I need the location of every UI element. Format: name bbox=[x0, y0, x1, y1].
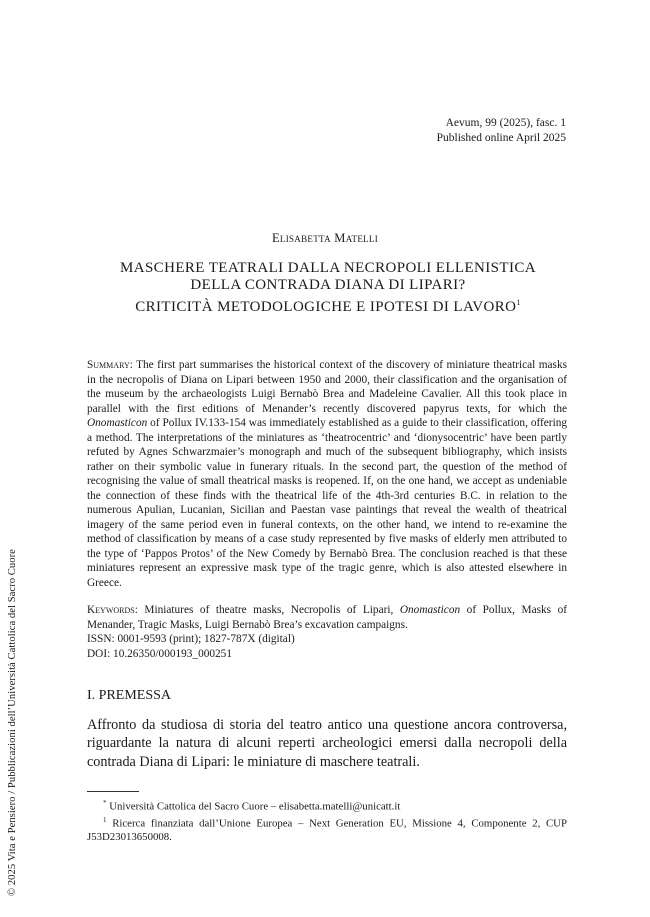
keywords-text-1: Miniatures of theatre masks, Necropolis of Lipari, bbox=[137, 604, 400, 616]
doi: DOI: 10.26350/000193_000251 bbox=[87, 647, 232, 660]
title-line-3-text: CRITICITÀ METODOLOGICHE E IPOTESI DI LAVORO bbox=[135, 299, 517, 315]
keywords-italic-onomasticon: Onomasticon bbox=[399, 604, 461, 616]
footnote-1-text: Ricerca finanziata dall’Unione Europea – Next Generation EU, Missione 4, Componente 2, CUP J53D23013650008. bbox=[87, 817, 567, 844]
section-body: Affronto da studiosa di storia del teatro antico una questione ancora controversa, riguardante la natura di alcuni reperti archeologici emersi dalla necropoli della contrada Diana di Lipari: le miniature di maschere teatrali. bbox=[87, 717, 567, 770]
keywords-label: Keywords: bbox=[87, 604, 138, 616]
identifiers bbox=[87, 632, 295, 661]
footnote-author-mark: * bbox=[103, 799, 107, 807]
title-line-3 bbox=[90, 294, 566, 316]
publication-date: Published online April 2025 bbox=[436, 132, 566, 144]
author-name: Elisabetta Matelli bbox=[271, 231, 379, 245]
title-line-1: MASCHERE TEATRALI DALLA NECROPOLI ELLENISTICA bbox=[119, 260, 537, 276]
summary-abstract bbox=[87, 358, 567, 590]
journal-citation: Aevum, 99 (2025), fasc. 1 bbox=[445, 117, 566, 129]
side-copyright: © 2025 Vita e Pensiero / Pubblicazioni dell’Università Cattolica del Sacro Cuore bbox=[7, 549, 18, 896]
keywords bbox=[87, 603, 567, 632]
article-title bbox=[90, 260, 566, 316]
footnote-1 bbox=[87, 814, 567, 845]
title-line-2: DELLA CONTRADA DIANA DI LIPARI? bbox=[190, 277, 466, 293]
summary-label: Summary: bbox=[87, 359, 133, 371]
footnote-divider bbox=[87, 791, 139, 792]
section-heading: I. PREMESSA bbox=[87, 688, 172, 703]
keywords-text-2: of Pollux, Masks of Menander, Tragic Masks, Luigi Bernabò Brea’s excavation campaigns. bbox=[87, 604, 567, 631]
journal-info bbox=[437, 116, 566, 146]
footnotes bbox=[87, 797, 567, 845]
footnote-author bbox=[87, 797, 567, 814]
footnote-1-mark: 1 bbox=[103, 816, 107, 825]
summary-italic-onomasticon: Onomasticon bbox=[87, 417, 148, 429]
footnote-author-text: Università Cattolica del Sacro Cuore – elisabetta.matelli@unicatt.it bbox=[106, 800, 401, 813]
issn: ISSN: 0001-9593 (print); 1827-787X (digital) bbox=[87, 633, 295, 645]
summary-text-2: of Pollux IV.133-154 was immediately established as a guide to their classification, offering a method. The interpretations of the miniatures as ‘theatrocentric’ and ‘dionysocentric’ have been partly refuted by Agnes Schwarzmaier’s monograph and much of the subsequent bibliography, which insists rather on their symbolic value in funerary rituals. In the second part, the question of the method of recognising the value of small theatrical masks is reopened. If, on the one hand, we accept as undeniable the connection of these finds with the theatrical life of the 4th-3rd centuries B.C. in relation to the numerous Apulian, Lucanian, Sicilian and Paestan vase paintings that reveal the wealth of theatrical imagery of the same period even in funeral contexts, on the other hand, we intend to re-examine the method of classification by means of a case study represented by five masks of elderly men attributed to the type of ‘Pappos Protos’ of the New Comedy by Bernabò Brea. The conclusion reached is that these miniatures represent an expressive mask type of the tragic genre, which is also attested elsewhere in Greece. bbox=[87, 417, 567, 589]
summary-text-1: The first part summarises the historical context of the discovery of miniature theatrical masks in the necropolis of Diana on Lipari between 1950 and 2000, their classification and the organisation of the museum by the archaeologists Luigi Bernabò Brea and Madeleine Cavalier. All this took place in parallel with the first editions of Menander’s recently discovered papyrus texts, for which the bbox=[87, 359, 567, 415]
title-footnote-mark[interactable]: 1 bbox=[516, 298, 521, 307]
